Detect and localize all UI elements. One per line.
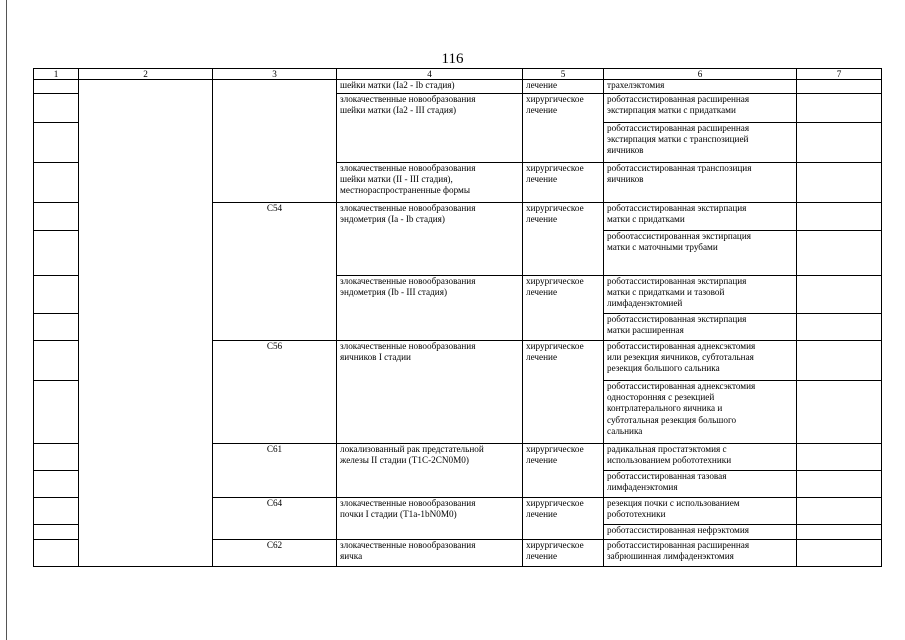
cell-col7 — [797, 525, 882, 540]
cell-col7 — [797, 381, 882, 444]
diagnosis-cell: шейки матки (Ia2 - Ib стадия) — [337, 80, 523, 94]
cell-col1 — [34, 276, 79, 314]
treatment-cell: лечение — [523, 80, 604, 94]
method-cell: радикальная простатэктомия с использованием робототехники — [604, 444, 797, 471]
cell-col1 — [34, 471, 79, 498]
cell-col7 — [797, 203, 882, 231]
cell-col7 — [797, 94, 882, 123]
cell-col1 — [34, 498, 79, 525]
cell-col1 — [34, 540, 79, 567]
icd-code-cell: C62 — [213, 540, 337, 567]
cell-col1 — [34, 341, 79, 381]
diagnosis-cell: злокачественные новообразования шейки матки (Ia2 - III стадия) — [337, 94, 523, 163]
method-cell: трахелэктомия — [604, 80, 797, 94]
diagnosis-cell: злокачественные новообразования эндометрия (Ib - III стадия) — [337, 276, 523, 341]
diagnosis-cell: злокачественные новообразования эндометрия (Ia - Ib стадия) — [337, 203, 523, 276]
cell-col1 — [34, 203, 79, 231]
method-cell: роботассистированная тазовая лимфаденэктомия — [604, 471, 797, 498]
method-cell: роботассистированная расширенная экстирпация матки с транспозицией яичников — [604, 123, 797, 163]
cell-col7 — [797, 498, 882, 525]
table-row — [34, 80, 882, 94]
cell-col7 — [797, 276, 882, 314]
cell-col7 — [797, 444, 882, 471]
method-cell: роботассистированная расширенная забрюшинная лимфаденэктомия — [604, 540, 797, 567]
icd-code-cell: C56 — [213, 341, 337, 444]
method-cell: роботассистированная экстирпация матки с придатками — [604, 203, 797, 231]
binding-margin-line — [6, 0, 7, 640]
method-cell: роботассистированная транспозиция яичников — [604, 163, 797, 203]
treatment-cell: хирургическое лечение — [523, 540, 604, 567]
cell-col7 — [797, 471, 882, 498]
method-cell: роботассистированная расширенная экстирпация матки с придатками — [604, 94, 797, 123]
cell-col1 — [34, 123, 79, 163]
method-cell: резекция почки с использованием робототехники — [604, 498, 797, 525]
method-cell: роботассистированная экстирпация матки с придатками и тазовой лимфаденэктомией — [604, 276, 797, 314]
column-number: 5 — [523, 69, 604, 80]
cell-col7 — [797, 341, 882, 381]
cell-col1 — [34, 314, 79, 341]
cell-col1 — [34, 381, 79, 444]
cell-col1 — [34, 80, 79, 94]
cell-col7 — [797, 231, 882, 276]
cell-col1 — [34, 444, 79, 471]
column-number: 1 — [34, 69, 79, 80]
treatment-cell: хирургическое лечение — [523, 498, 604, 540]
diagnosis-cell: злокачественные новообразования яичка — [337, 540, 523, 567]
icd-code-cell: C64 — [213, 498, 337, 540]
column-number: 3 — [213, 69, 337, 80]
treatment-cell: хирургическое лечение — [523, 276, 604, 341]
cell-col7 — [797, 314, 882, 341]
cell-col1 — [34, 231, 79, 276]
method-cell: роботассистированная аднексэктомия или резекция яичников, субтотальная резекция большого сальника — [604, 341, 797, 381]
treatment-cell: хирургическое лечение — [523, 341, 604, 444]
cell-col7 — [797, 163, 882, 203]
column-number: 2 — [79, 69, 213, 80]
cell-col7 — [797, 540, 882, 567]
treatment-cell: хирургическое лечение — [523, 444, 604, 498]
icd-code-cell: C54 — [213, 203, 337, 341]
diagnosis-cell: злокачественные новообразования шейки матки (II - III стадия), местнораспространенные формы — [337, 163, 523, 203]
icd-code-cell: C61 — [213, 444, 337, 498]
icd-code-cell — [213, 80, 337, 203]
treatment-cell: хирургическое лечение — [523, 203, 604, 276]
method-cell: роботассистированная аднексэктомия односторонняя с резекцией контрлатерального яичника и субтотальная резекция большого сальника — [604, 381, 797, 444]
diagnosis-cell: локализованный рак предстательной железы II стадии (T1C-2CN0M0) — [337, 444, 523, 498]
procedures-table — [33, 68, 882, 567]
method-cell: роботассистированная экстирпация матки расширенная — [604, 314, 797, 341]
cell-col7 — [797, 80, 882, 94]
page-number: 116 — [441, 51, 464, 67]
cell-col2 — [79, 80, 213, 567]
treatment-cell: хирургическое лечение — [523, 94, 604, 163]
cell-col1 — [34, 525, 79, 540]
treatment-cell: хирургическое лечение — [523, 163, 604, 203]
method-cell: роботассистированная нефрэктомия — [604, 525, 797, 540]
cell-col1 — [34, 163, 79, 203]
column-number-row — [34, 69, 882, 80]
diagnosis-cell: злокачественные новообразования почки I стадии (T1a-1bN0M0) — [337, 498, 523, 540]
column-number: 7 — [797, 69, 882, 80]
cell-col1 — [34, 94, 79, 123]
method-cell: робоотассистированная экстирпация матки с маточными трубами — [604, 231, 797, 276]
cell-col7 — [797, 123, 882, 163]
column-number: 4 — [337, 69, 523, 80]
column-number: 6 — [604, 69, 797, 80]
diagnosis-cell: злокачественные новообразования яичников I стадии — [337, 341, 523, 444]
